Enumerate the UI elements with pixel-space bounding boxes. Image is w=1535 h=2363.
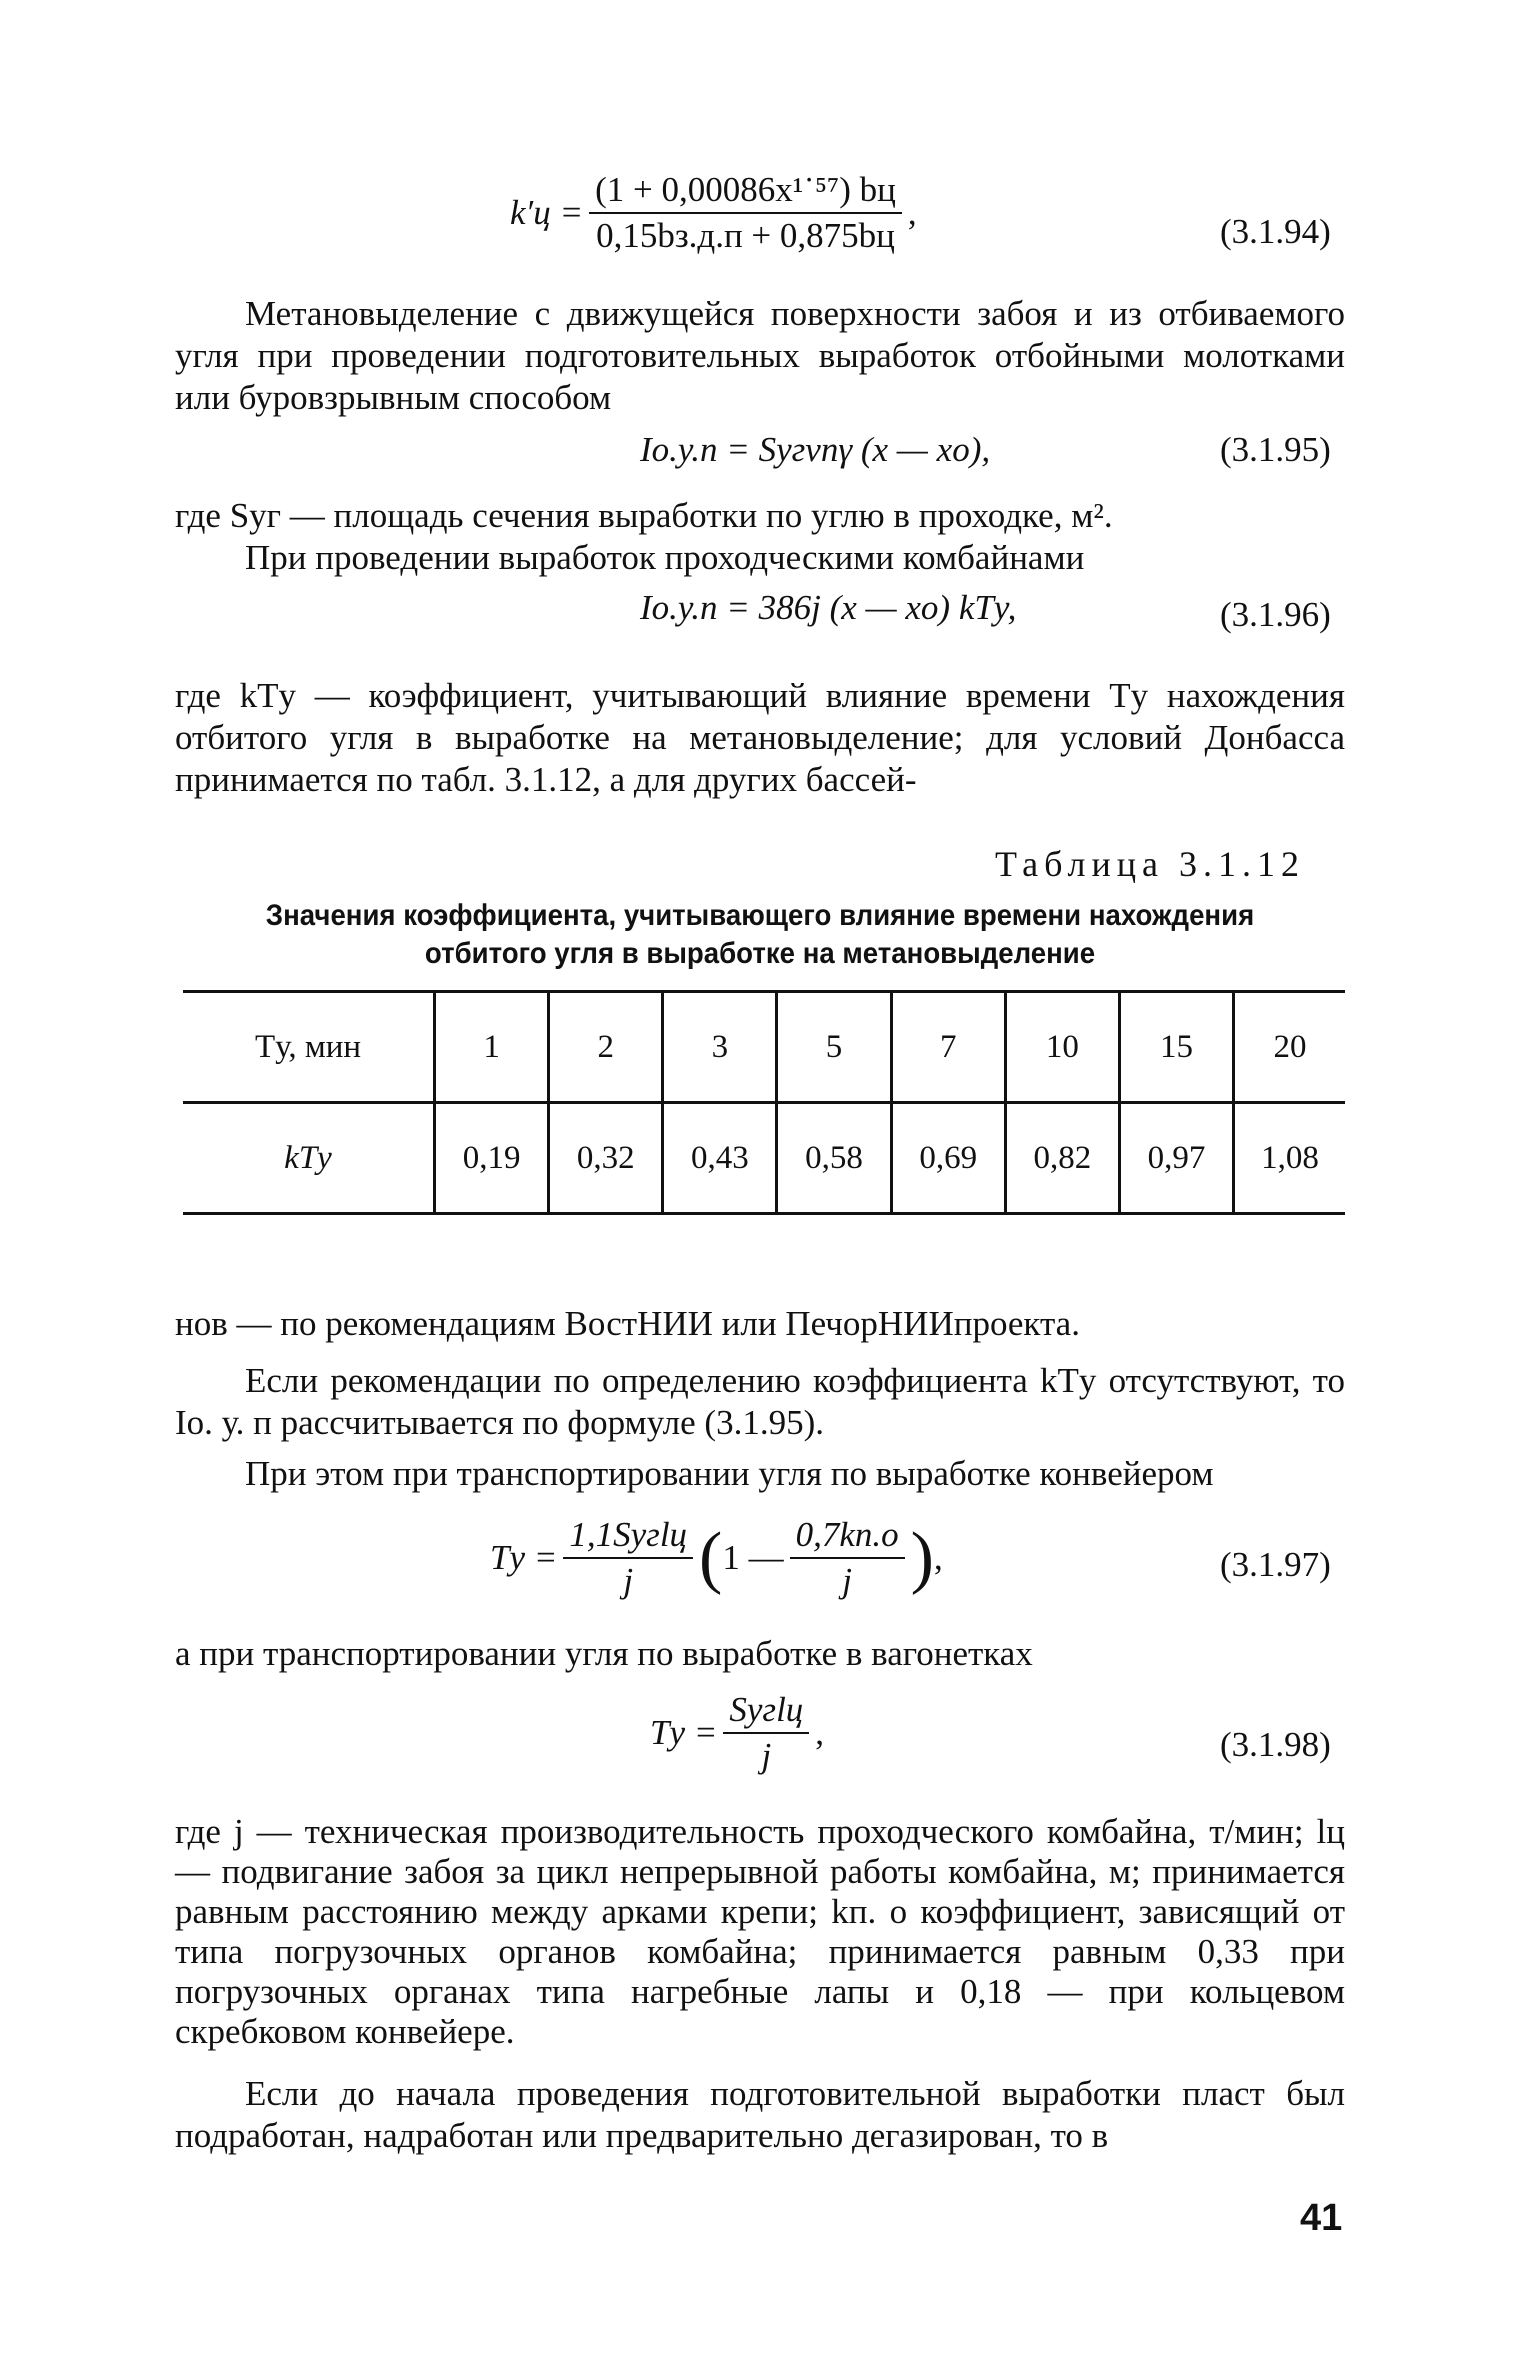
table-cell: 0,43 [663,1103,777,1214]
paragraph-where-kty: где kTу — коэффициент, учитывающий влияние времени Tу нахождения отбитого угля в выработке на метановыделение; для условий Донбасса принимается по табл. 3.1.12, а для других бассей- [175,676,1345,799]
paragraph-recommendations: нов — по рекомендациям ВостНИИ или ПечорНИИпроекта. [175,1304,1080,1343]
equation-inner-denominator: j [842,1561,852,1600]
table-cell: 1,08 [1234,1103,1345,1214]
equation-3-1-98 [650,1690,824,1776]
page-number: 41 [1300,2197,1343,2239]
equation-fraction [589,170,902,256]
equation-fraction [563,1515,693,1601]
paragraph-methane-intro: Метановыделение с движущейся поверхности забоя и из отбиваемого угля при проведении подготовительных выработок отбойными молотками или буровзрывным способом [175,294,1345,417]
equation-number-3-1-95: (3.1.95) [1220,430,1331,469]
paragraph-where-syg: где Sуг — площадь сечения выработки по углю в проходке, м². [175,496,1113,535]
paragraph-where-j: где j — техническая производительность проходческого комбайна, т/мин; lц — подвигание забоя за цикл непрерывной работы комбайна, м; принимается равным расстоянию между арками крепи; kп. о коэффициент, зависящий от типа погрузочных органов комбайна; принимается равным 0,33 при погрузочных органах типа нагребные лапы и 0,18 — при кольцевом скребковом конвейере. [175,1812,1345,2051]
equation-number-3-1-97: (3.1.97) [1220,1545,1331,1584]
equation-tail: , [815,1713,825,1752]
table-cell: 0,97 [1119,1103,1233,1214]
equation-numerator: Sугlц [723,1690,809,1734]
equation-number-3-1-96: (3.1.96) [1220,595,1331,634]
equation-text: Iо.у.п = Sугvпγ (x — xо), [640,430,991,469]
table-cell: 0,32 [549,1103,663,1214]
paragraph-if-absent: Если рекомендации по определению коэффициента kTу отсутствуют, то Iо. у. п рассчитывается по формуле (3.1.95). [175,1361,1345,1442]
coefficient-table [183,990,1345,1215]
equation-3-1-94 [510,170,917,256]
paragraph-conveyor: При этом при транспортировании угля по выработке конвейером [245,1454,1214,1493]
equation-lhs: k′ц = [510,193,584,232]
paragraph-combines: При проведении выработок проходческими комбайнами [245,538,1085,577]
equation-fraction [723,1690,809,1776]
equation-number-3-1-98: (3.1.98) [1220,1725,1331,1764]
equation-numerator: 1,1Sугlц [563,1515,693,1559]
equation-lhs: Tу = [650,1713,718,1752]
table-title-line2: отбитого угля в выработке на метановыделение [424,937,1096,970]
equation-denominator: 0,15bз.д.п + 0,875bц [596,216,895,255]
close-paren: ) [910,1519,934,1596]
equation-denominator: j [623,1561,634,1600]
equation-3-1-95 [640,430,990,470]
table-cell: 0,58 [777,1103,891,1214]
equation-3-1-96 [640,588,1016,628]
table-title-line1: Значения коэффициента, учитывающего влияние времени нахождения [265,899,1255,932]
table-cell: 15 [1119,992,1233,1103]
table-header-time: Tу, мин [183,992,435,1103]
equation-inner-lead: 1 — [722,1538,784,1577]
table-cell: 5 [777,992,891,1103]
table-row-coefficient [183,1103,1345,1214]
equation-denominator: j [761,1736,772,1775]
open-paren: ( [699,1519,723,1596]
table-cell: 20 [1234,992,1345,1103]
equation-tail: , [907,193,917,232]
table-row-time [183,992,1345,1103]
paragraph-if-before: Если до начала проведения подготовительной выработки пласт был подработан, надработан или предварительно дегазирован, то в [175,2074,1345,2155]
equation-number-3-1-94: (3.1.94) [1220,212,1331,251]
equation-3-1-97 [490,1515,943,1601]
paragraph-wagons: а при транспортировании угля по выработке в вагонетках [175,1634,1033,1673]
equation-text: Iо.у.п = 386j (x — xо) kTу, [640,588,1017,627]
table-cell: 3 [663,992,777,1103]
table-cell: 0,82 [1005,1103,1119,1214]
table-cell: 7 [891,992,1005,1103]
equation-tail: , [933,1538,943,1577]
table-cell: 0,69 [891,1103,1005,1214]
table-header-coefficient: kTу [284,1139,332,1176]
equation-numerator: (1 + 0,00086x¹˙⁵⁷) bц [589,170,902,214]
equation-inner-fraction [790,1515,905,1601]
equation-lhs: Tу = [490,1538,558,1577]
table-cell: 2 [549,992,663,1103]
table-cell: 10 [1005,992,1119,1103]
table-label: Таблица 3.1.12 [995,844,1305,884]
table-cell: 1 [435,992,549,1103]
equation-inner-numerator: 0,7kп.о [790,1515,905,1559]
table-cell: 0,19 [435,1103,549,1214]
